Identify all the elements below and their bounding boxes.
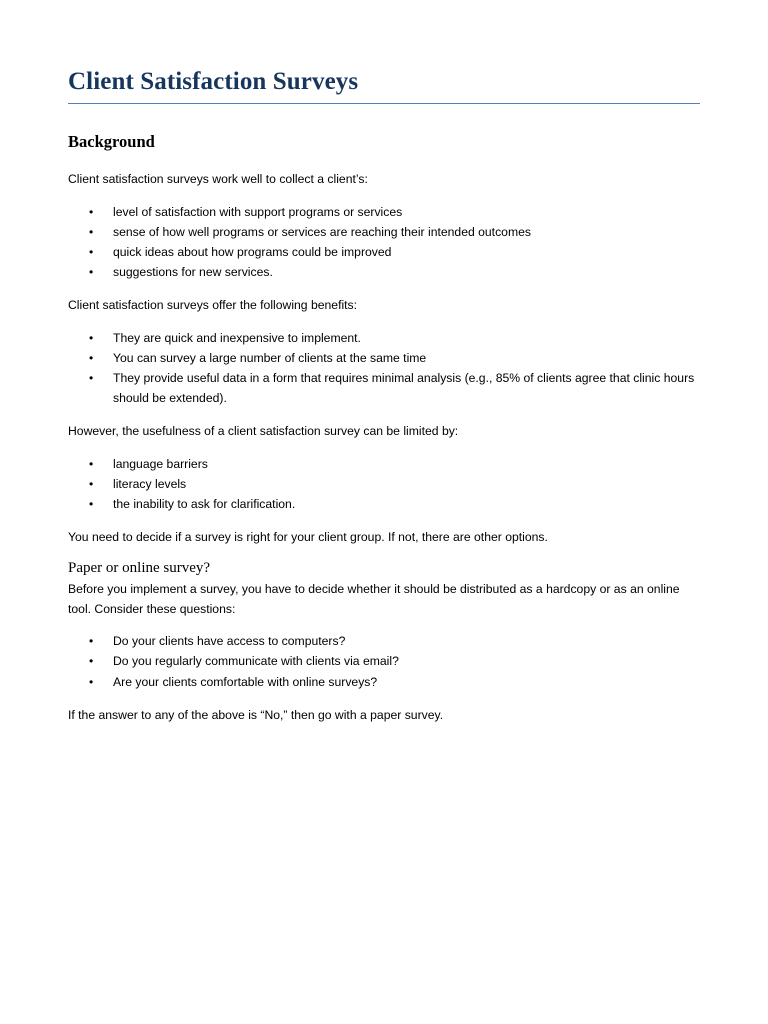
- bullet-icon: •: [89, 265, 94, 280]
- bullet-icon: •: [89, 204, 94, 219]
- bullet-icon: •: [89, 456, 94, 471]
- document-title: Client Satisfaction Surveys: [68, 68, 359, 95]
- list-item: • They provide useful data in a form that requires minimal analysis (e.g., 85% of clients agree that clinic hours should be extended).: [68, 368, 700, 408]
- bullet-icon: •: [89, 350, 94, 365]
- list-item: • quick ideas about how programs could be improved: [68, 242, 700, 262]
- list-item: • suggestions for new services.: [68, 262, 700, 282]
- paper-intro-paragraph: Before you implement a survey, you have to decide whether it should be distributed as a hardcopy or as an online tool. Consider these questions:: [68, 581, 680, 617]
- bullet-icon: •: [89, 654, 94, 669]
- list-item: • Are your clients comfortable with online surveys?: [68, 672, 700, 692]
- document-page: [68, 66, 700, 725]
- limits-list: [68, 454, 700, 515]
- bullet-icon: •: [89, 330, 94, 345]
- bullet-icon: •: [89, 476, 94, 491]
- list-item: • language barriers: [68, 454, 700, 474]
- list-item: • the inability to ask for clarification.: [68, 494, 700, 514]
- bullet-icon: •: [89, 370, 94, 385]
- decide-paragraph: You need to decide if a survey is right for your client group. If not, there are other options.: [68, 530, 548, 545]
- benefits-list: [68, 328, 700, 409]
- intro-paragraph: Client satisfaction surveys work well to collect a client’s:: [68, 172, 368, 187]
- bullet-icon: •: [89, 496, 94, 511]
- list-item: • level of satisfaction with support programs or services: [68, 202, 700, 222]
- list-item: • sense of how well programs or services are reaching their intended outcomes: [68, 222, 700, 242]
- list-item: • They are quick and inexpensive to implement.: [68, 328, 700, 348]
- bullet-icon: •: [89, 674, 94, 689]
- list-item: • literacy levels: [68, 474, 700, 494]
- background-heading: Background: [68, 131, 155, 151]
- benefits-intro: Client satisfaction surveys offer the following benefits:: [68, 298, 358, 313]
- title-divider: [68, 103, 700, 104]
- conclusion-paragraph: If the answer to any of the above is “No,” then go with a paper survey.: [68, 707, 444, 722]
- list-item: • Do you regularly communicate with clients via email?: [68, 651, 700, 671]
- bullet-icon: •: [89, 224, 94, 239]
- list-item: • You can survey a large number of clients at the same time: [68, 348, 700, 368]
- bullet-icon: •: [89, 244, 94, 259]
- list-item: • Do your clients have access to computers?: [68, 631, 700, 651]
- limits-intro: However, the usefulness of a client satisfaction survey can be limited by:: [68, 424, 459, 439]
- paper-online-heading: Paper or online survey?: [68, 560, 211, 577]
- collect-list: [68, 202, 700, 283]
- bullet-icon: •: [89, 634, 94, 649]
- questions-list: [68, 631, 700, 692]
